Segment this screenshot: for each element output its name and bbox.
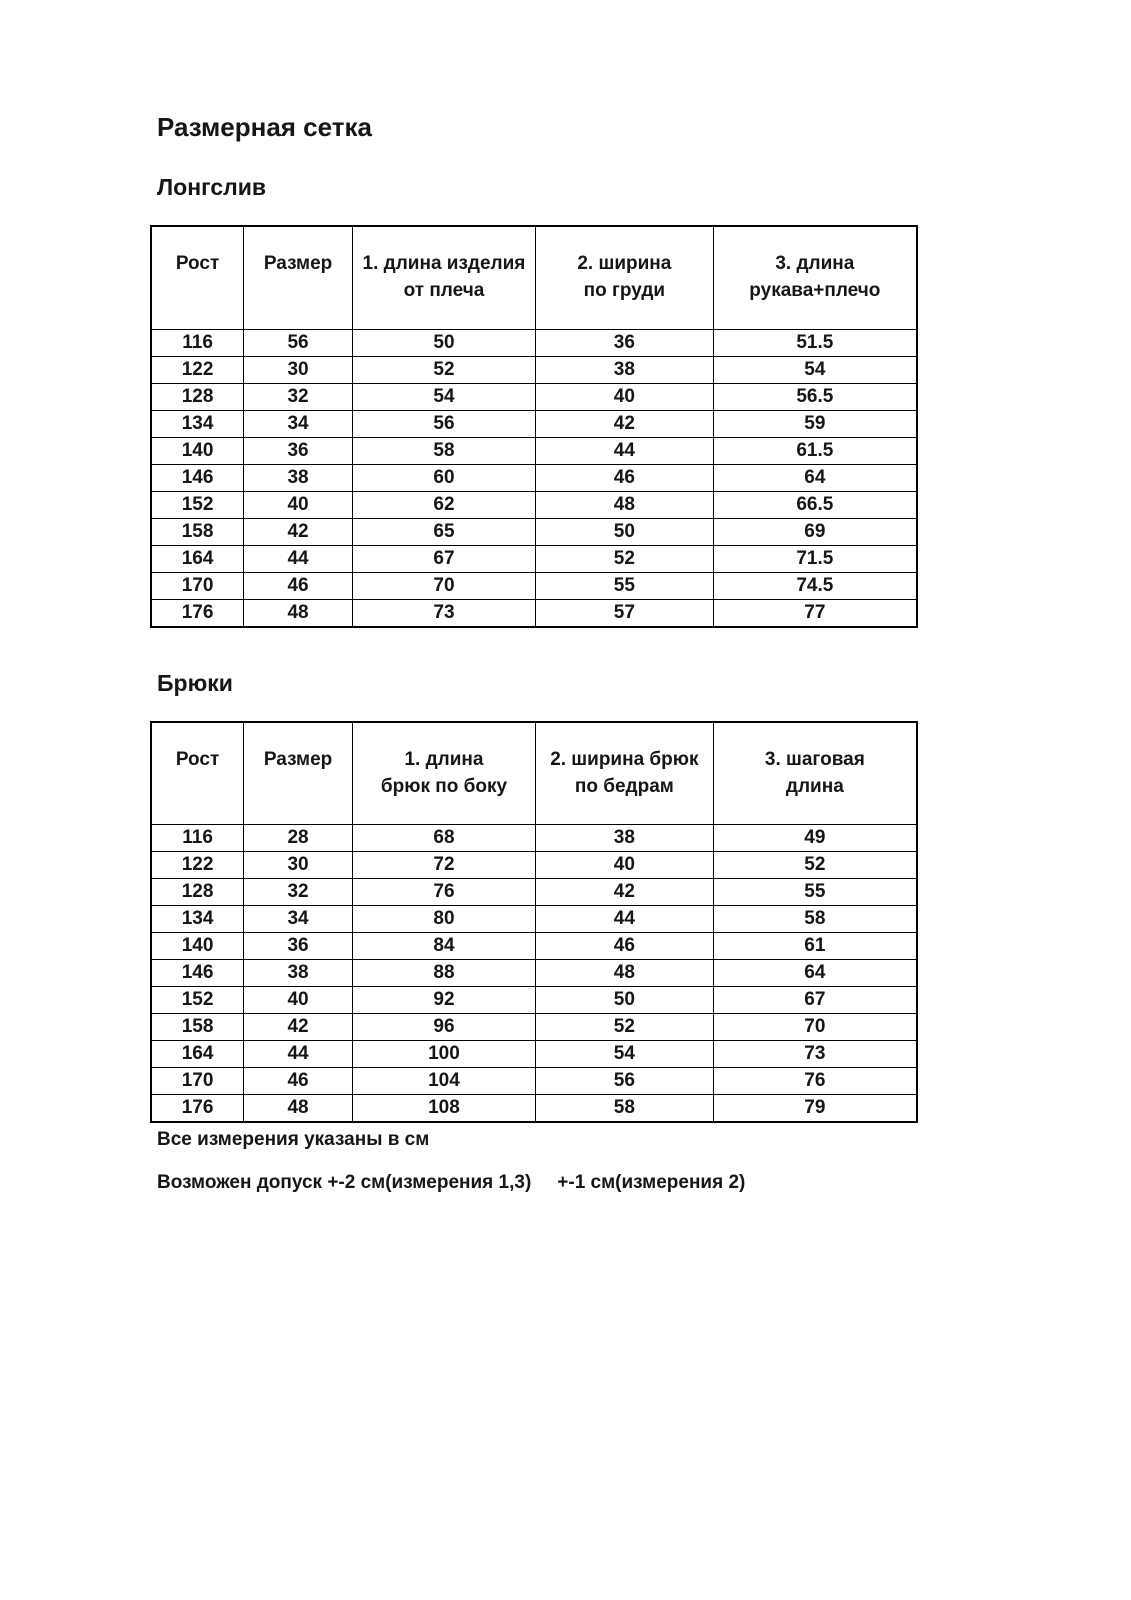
table-cell: 52 xyxy=(536,1014,714,1041)
table-cell: 46 xyxy=(536,464,714,491)
table-cell: 28 xyxy=(244,825,353,852)
table-cell: 42 xyxy=(536,410,714,437)
table-row xyxy=(151,356,917,383)
table-cell: 70 xyxy=(713,1014,917,1041)
table-cell: 54 xyxy=(536,1041,714,1068)
table-cell: 100 xyxy=(352,1041,535,1068)
table-cell: 62 xyxy=(352,491,535,518)
table-cell: 30 xyxy=(244,356,353,383)
table-cell: 48 xyxy=(244,1095,353,1123)
table-cell: 50 xyxy=(352,329,535,356)
table-row xyxy=(151,906,917,933)
column-header: Размер xyxy=(244,722,353,825)
table-row xyxy=(151,1014,917,1041)
table-cell: 49 xyxy=(713,825,917,852)
table-row xyxy=(151,1041,917,1068)
table-cell: 76 xyxy=(713,1068,917,1095)
table-cell: 176 xyxy=(151,1095,244,1123)
table-cell: 42 xyxy=(536,879,714,906)
table-row xyxy=(151,852,917,879)
table-cell: 71.5 xyxy=(713,545,917,572)
table-row xyxy=(151,545,917,572)
column-header: Размер xyxy=(244,226,353,329)
table-cell: 46 xyxy=(244,572,353,599)
column-header: 3. длина рукава+плечо xyxy=(713,226,917,329)
table-cell: 38 xyxy=(536,825,714,852)
table-cell: 69 xyxy=(713,518,917,545)
table-cell: 116 xyxy=(151,825,244,852)
table-row xyxy=(151,1068,917,1095)
table-row xyxy=(151,464,917,491)
table-cell: 96 xyxy=(352,1014,535,1041)
table-cell: 67 xyxy=(713,987,917,1014)
table-cell: 55 xyxy=(536,572,714,599)
table-cell: 36 xyxy=(536,329,714,356)
table-cell: 170 xyxy=(151,1068,244,1095)
table-cell: 116 xyxy=(151,329,244,356)
section-title-trousers: Брюки xyxy=(157,669,233,696)
table-cell: 40 xyxy=(536,383,714,410)
table-cell: 56 xyxy=(536,1068,714,1095)
table-cell: 52 xyxy=(713,852,917,879)
table-cell: 104 xyxy=(352,1068,535,1095)
table-cell: 152 xyxy=(151,987,244,1014)
table-cell: 134 xyxy=(151,410,244,437)
table-row xyxy=(151,491,917,518)
table-cell: 40 xyxy=(244,491,353,518)
footnote-units: Все измерения указаны в см xyxy=(157,1129,430,1150)
table-cell: 48 xyxy=(536,491,714,518)
table-cell: 38 xyxy=(244,464,353,491)
table-cell: 88 xyxy=(352,960,535,987)
table-cell: 65 xyxy=(352,518,535,545)
table-cell: 152 xyxy=(151,491,244,518)
table-cell: 46 xyxy=(244,1068,353,1095)
table-row xyxy=(151,879,917,906)
table-cell: 44 xyxy=(536,906,714,933)
table-cell: 34 xyxy=(244,906,353,933)
table-row xyxy=(151,825,917,852)
table-row xyxy=(151,960,917,987)
table-cell: 164 xyxy=(151,1041,244,1068)
size-table-trousers xyxy=(150,721,918,1124)
table-cell: 38 xyxy=(536,356,714,383)
table-cell: 170 xyxy=(151,572,244,599)
size-table-longsleeve xyxy=(150,225,918,628)
table-cell: 61.5 xyxy=(713,437,917,464)
table-cell: 38 xyxy=(244,960,353,987)
footnote-tolerance xyxy=(157,1170,1131,1196)
table-cell: 108 xyxy=(352,1095,535,1123)
table-cell: 57 xyxy=(536,599,714,627)
table-cell: 158 xyxy=(151,518,244,545)
table-cell: 34 xyxy=(244,410,353,437)
column-header: 3. шаговая длина xyxy=(713,722,917,825)
table-cell: 158 xyxy=(151,1014,244,1041)
table-cell: 48 xyxy=(536,960,714,987)
table-cell: 56 xyxy=(244,329,353,356)
table-cell: 42 xyxy=(244,1014,353,1041)
table-cell: 44 xyxy=(244,545,353,572)
table-row xyxy=(151,933,917,960)
table-cell: 61 xyxy=(713,933,917,960)
table-cell: 92 xyxy=(352,987,535,1014)
column-header: 1. длина брюк по боку xyxy=(352,722,535,825)
table-cell: 36 xyxy=(244,933,353,960)
header-row xyxy=(151,722,917,825)
table-cell: 55 xyxy=(713,879,917,906)
table-cell: 67 xyxy=(352,545,535,572)
table-cell: 50 xyxy=(536,987,714,1014)
table-cell: 50 xyxy=(536,518,714,545)
table-cell: 54 xyxy=(352,383,535,410)
table-cell: 58 xyxy=(352,437,535,464)
table-cell: 36 xyxy=(244,437,353,464)
table-row xyxy=(151,599,917,627)
table-cell: 42 xyxy=(244,518,353,545)
table-cell: 32 xyxy=(244,383,353,410)
table-cell: 176 xyxy=(151,599,244,627)
table-cell: 122 xyxy=(151,852,244,879)
section-title-longsleeve: Лонгслив xyxy=(157,174,267,200)
table-cell: 56 xyxy=(352,410,535,437)
table-cell: 52 xyxy=(536,545,714,572)
table-cell: 68 xyxy=(352,825,535,852)
table-cell: 73 xyxy=(713,1041,917,1068)
table-cell: 66.5 xyxy=(713,491,917,518)
table-cell: 48 xyxy=(244,599,353,627)
table-row xyxy=(151,987,917,1014)
table-cell: 60 xyxy=(352,464,535,491)
table-cell: 122 xyxy=(151,356,244,383)
table-cell: 30 xyxy=(244,852,353,879)
column-header: 1. длина изделия от плеча xyxy=(352,226,535,329)
table-cell: 44 xyxy=(244,1041,353,1068)
table-cell: 44 xyxy=(536,437,714,464)
page-title: Размерная сетка xyxy=(157,112,372,142)
column-header: 2. ширина брюк по бедрам xyxy=(536,722,714,825)
table-cell: 58 xyxy=(713,906,917,933)
table-cell: 70 xyxy=(352,572,535,599)
table-cell: 77 xyxy=(713,599,917,627)
footnote-tolerance-part2: +-1 см(измерения 2) xyxy=(557,1172,746,1193)
table-cell: 140 xyxy=(151,437,244,464)
table-cell: 73 xyxy=(352,599,535,627)
table-row xyxy=(151,437,917,464)
table-cell: 64 xyxy=(713,464,917,491)
table-cell: 140 xyxy=(151,933,244,960)
column-header: Рост xyxy=(151,226,244,329)
column-header: Рост xyxy=(151,722,244,825)
table-cell: 79 xyxy=(713,1095,917,1123)
table-row xyxy=(151,572,917,599)
table-cell: 128 xyxy=(151,383,244,410)
footnote-tolerance-part1: Возможен допуск +-2 см(измерения 1,3) xyxy=(157,1172,532,1193)
table-cell: 46 xyxy=(536,933,714,960)
table-cell: 74.5 xyxy=(713,572,917,599)
table-cell: 58 xyxy=(536,1095,714,1123)
table-row xyxy=(151,518,917,545)
table-row xyxy=(151,383,917,410)
table-cell: 64 xyxy=(713,960,917,987)
table-cell: 146 xyxy=(151,464,244,491)
table-cell: 80 xyxy=(352,906,535,933)
table-cell: 72 xyxy=(352,852,535,879)
table-cell: 59 xyxy=(713,410,917,437)
section-longsleeve xyxy=(150,172,1131,628)
table-cell: 134 xyxy=(151,906,244,933)
table-cell: 54 xyxy=(713,356,917,383)
table-cell: 40 xyxy=(536,852,714,879)
table-cell: 164 xyxy=(151,545,244,572)
table-cell: 32 xyxy=(244,879,353,906)
column-header: 2. ширина по груди xyxy=(536,226,714,329)
table-cell: 146 xyxy=(151,960,244,987)
table-row xyxy=(151,410,917,437)
table-row xyxy=(151,1095,917,1123)
table-cell: 76 xyxy=(352,879,535,906)
table-cell: 51.5 xyxy=(713,329,917,356)
table-row xyxy=(151,329,917,356)
table-cell: 84 xyxy=(352,933,535,960)
table-cell: 52 xyxy=(352,356,535,383)
table-cell: 128 xyxy=(151,879,244,906)
header-row xyxy=(151,226,917,329)
table-cell: 56.5 xyxy=(713,383,917,410)
section-trousers xyxy=(150,668,1131,1124)
table-cell: 40 xyxy=(244,987,353,1014)
